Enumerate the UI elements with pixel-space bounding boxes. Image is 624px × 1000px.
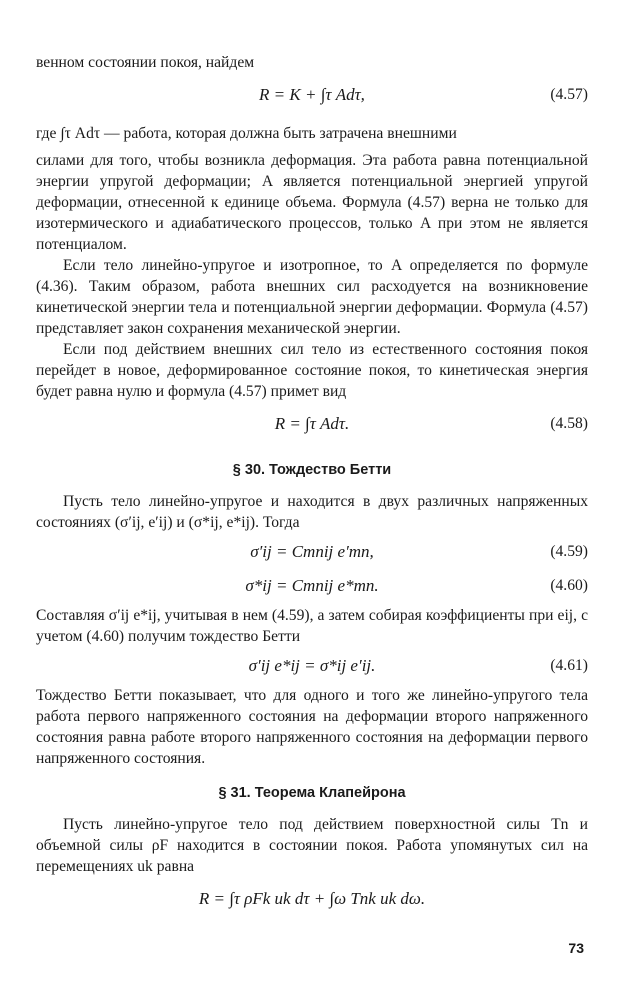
equation-number: (4.61) <box>550 657 588 674</box>
paragraph: Пусть линейно-упругое тело под действием поверхностной силы Tn и объемной силы ρF находится в состоянии покоя. Работа упомянутых сил на перемещениях uk равна <box>36 816 588 875</box>
equation-4-57 <box>36 77 588 117</box>
equation-4-59 <box>36 537 588 567</box>
section-heading: § 30. Тождество Бетти <box>232 462 392 478</box>
equation-clapeyron <box>36 881 588 921</box>
paragraph: Пусть тело линейно-упругое и находится в двух различных напряженных состояниях (σ′ij, e′ij) и (σ*ij, e*ij). Тогда <box>36 493 588 531</box>
paragraph: Если тело линейно-упругое и изотропное, то A определяется по формуле (4.36). Таким образом, работа внешних сил расходуется на возникновение кинетической энергии тела и потенциальной энергии деформации. Формула (4.57) представляет закон сохранения механической энергии. <box>36 257 588 337</box>
equation-number: (4.58) <box>550 415 588 432</box>
equation-4-58 <box>36 406 588 446</box>
formula: σ′ij e*ij = σ*ij e′ij. <box>248 656 376 675</box>
equation-4-60 <box>36 571 588 601</box>
formula: σ′ij = Cmnij e′mn, <box>250 542 374 561</box>
paragraph: Тождество Бетти показывает, что для одного и того же линейно-упругого тела работа первого напряженного состояния на деформации второго напряженного состояния равна работе второго напряженного состояния на деформации первого напряженного состояния. <box>36 687 588 767</box>
paragraph: Если под действием внешних сил тело из естественного состояния покоя перейдет в новое, деформированное состояние покоя, то кинетическая энергия будет равна нулю и формула (4.57) примет вид <box>36 341 588 400</box>
equation-number: (4.57) <box>550 86 588 103</box>
formula: R = ∫τ ρFk uk dτ + ∫ω Tnk uk dω. <box>198 889 426 908</box>
paragraph: Составляя σ′ij e*ij, учитывая в нем (4.59), а затем собирая коэффициенты при eij, с учетом (4.60) получим тождество Бетти <box>36 607 588 645</box>
page-body <box>36 52 588 925</box>
equation-4-61 <box>36 651 588 681</box>
formula: R = K + ∫τ Adτ, <box>259 85 365 104</box>
section-heading: § 31. Теорема Клапейрона <box>218 785 406 801</box>
equation-number: (4.60) <box>550 577 588 594</box>
formula: R = ∫τ Adτ. <box>274 414 350 433</box>
equation-number: (4.59) <box>550 543 588 560</box>
text-line: венном состоянии покоя, найдем <box>36 54 255 71</box>
page-number: 73 <box>568 940 584 956</box>
paragraph: силами для того, чтобы возникла деформация. Эта работа равна потенциальной энергии упругой деформации; A является потенциальной энергией упругой деформации, отнесенной к единице объема. Формула (4.57) верна не только для изотермического и адиабатического процессов, только A при этом не является потенциалом. <box>36 152 588 253</box>
formula: σ*ij = Cmnij e*mn. <box>245 576 379 595</box>
text-line: где ∫τ Adτ — работа, которая должна быть затрачена внешними <box>36 125 457 142</box>
